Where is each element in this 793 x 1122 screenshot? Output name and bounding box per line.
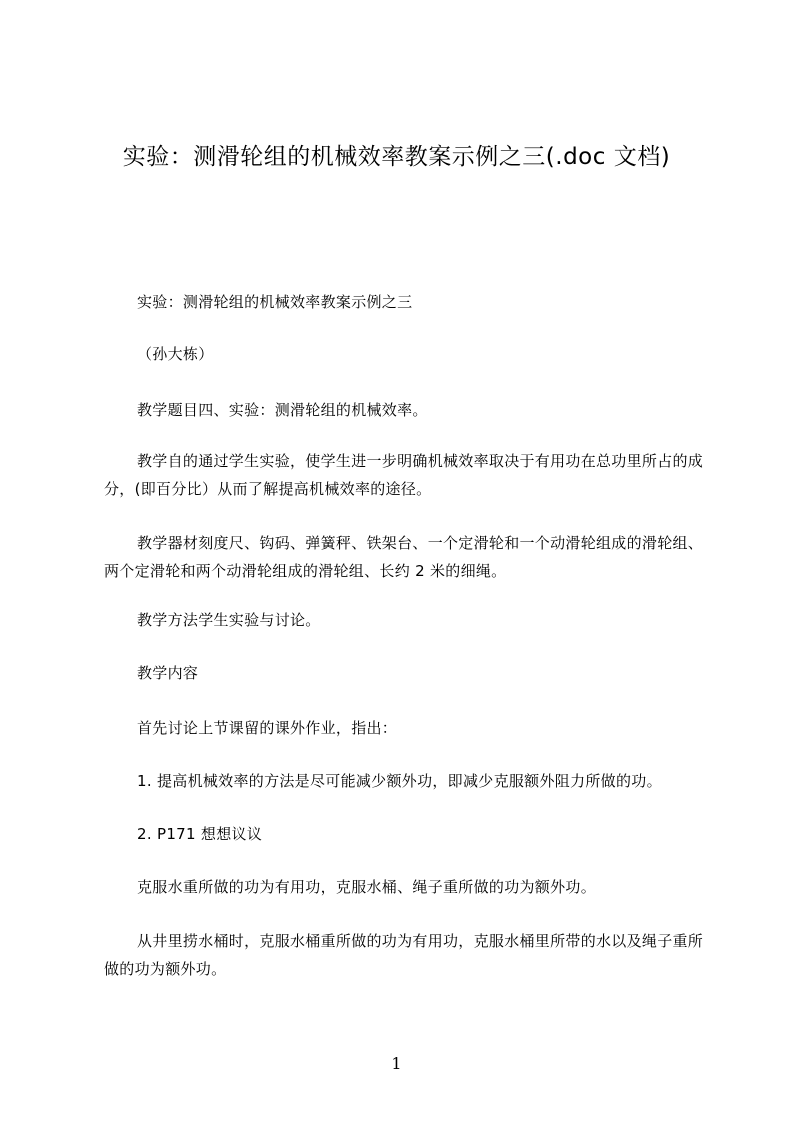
document-title: 实验：测滑轮组的机械效率教案示例之三(.doc 文档) <box>122 144 671 170</box>
page-number: 1 <box>391 1054 402 1073</box>
paragraph-method: 教学方法学生实验与讨论。 <box>137 611 321 629</box>
paragraph-bucket-work: 从井里捞水桶时，克服水桶重所做的功为有用功，克服水桶里所带的水以及绳子重所做的功为额外功。 <box>104 932 704 978</box>
paragraph-content-heading: 教学内容 <box>137 664 199 682</box>
list-item-1: 1. 提高机械效率的方法是尽可能减少额外功，即减少克服额外阻力所做的功。 <box>137 772 662 790</box>
paragraph-water-work: 克服水重所做的功为有用功，克服水桶、绳子重所做的功为额外功。 <box>137 878 597 896</box>
paragraph-topic: 教学题目四、实验：测滑轮组的机械效率。 <box>137 401 428 419</box>
paragraph-discussion-intro: 首先讨论上节课留的课外作业，指出： <box>137 719 398 737</box>
paragraph-author: （孙大栋） <box>137 345 214 363</box>
list-item-2: 2. P171 想想议议 <box>137 825 263 843</box>
paragraph-objective: 教学自的通过学生实验，使学生进一步明确机械效率取决于有用功在总功里所占的成分，(即百分比）从而了解提高机械效率的途径。 <box>104 452 704 498</box>
paragraph-lesson-heading: 实验：测滑轮组的机械效率教案示例之三 <box>137 293 413 311</box>
paragraph-materials: 教学器材刻度尺、钩码、弹簧秤、铁架台、一个定滑轮和一个动滑轮组成的滑轮组、两个定滑轮和两个动滑轮组成的滑轮组、长约 2 米的细绳。 <box>104 534 704 580</box>
